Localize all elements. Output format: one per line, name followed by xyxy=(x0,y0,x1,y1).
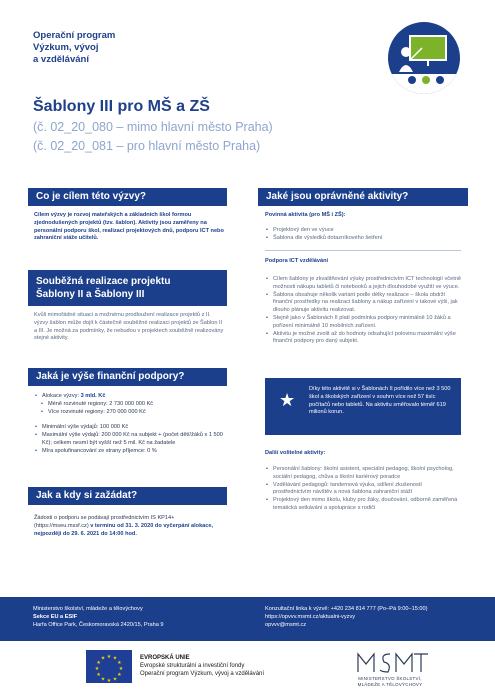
allocation-label: Alokace výzvy: xyxy=(42,393,81,399)
allocation-item xyxy=(34,393,226,401)
eligible-heading: Jaké jsou oprávněné aktivity? xyxy=(258,188,468,206)
msmt-logo xyxy=(350,648,430,690)
svg-text:★: ★ xyxy=(106,654,112,660)
list-item: • Projektový den ve výuce xyxy=(265,227,461,235)
program-line: Operační program xyxy=(33,30,116,41)
hotline: Konzultační linka k výzvě: +420 234 814 777 (Po–Pá 9:00–15:00) xyxy=(265,606,428,612)
list-item: • Šablona dle výsledků dotazníkového šetření xyxy=(265,235,461,243)
goal-heading: Co je cílem této výzvy? xyxy=(28,188,227,206)
email-link[interactable]: opvvv@msmt.cz xyxy=(265,621,307,628)
footer-address xyxy=(33,606,243,629)
other-label: Další volitelné aktivity: xyxy=(265,450,326,456)
finance-heading: Jaká je výše finanční podpory? xyxy=(28,368,227,386)
svg-text:★: ★ xyxy=(118,666,124,672)
program-line: Výzkum, vývoj xyxy=(33,42,99,53)
apply-deadline: v termínu od 31. 3. 2020 do vyčerpání alokace, nejpozději do 29. 6. 2021 do 14:00 hod. xyxy=(34,522,214,537)
mandatory-list xyxy=(265,227,461,243)
call-number-prague: (č. 02_20_081 – pro hlavní město Praha) xyxy=(33,139,261,153)
page-title: Šablony III pro MŠ a ZŠ xyxy=(33,98,210,115)
svg-text:★: ★ xyxy=(94,666,100,672)
star-icon: ★ xyxy=(279,390,296,410)
allocation-value: 3 mld. Kč xyxy=(80,393,106,399)
finance-item: • Minimální výše výdajů: 100 000 Kč xyxy=(34,424,226,432)
apply-text-plain: Žádosti o podporu se podávají prostřednictvím IS KP14+ (https://mseu.mssf.cz) xyxy=(34,515,175,529)
ict-label: Podpora ICT vzdělávání xyxy=(265,258,329,264)
svg-text:★: ★ xyxy=(112,676,118,683)
teacher-board-icon xyxy=(388,22,460,94)
msmt-monogram-icon xyxy=(350,648,430,676)
mandatory-label: Povinná aktivita (pro MŠ i ZŠ): xyxy=(265,212,346,218)
highlight-text: Díky této aktivitě si v Šablonách II pořídilo více než 3 500 škol a školských zařízení v souhrn více než 57 tisíc počítačů nebo tabletů. Na aktivitu směřovalo téměř 619 milionů korun. xyxy=(309,386,451,416)
region-item: • Méně rozvinuté regiony: 2 730 000 000 Kč xyxy=(34,401,226,409)
svg-text:★: ★ xyxy=(100,655,106,662)
ict-highlight-box xyxy=(265,378,461,435)
eu-funds: Evropské strukturální a investiční fondy xyxy=(140,663,245,669)
concurrent-heading-line: Souběžná realizace projektu xyxy=(36,276,171,287)
region-item: • Více rozvinuté regiony: 270 000 000 Kč xyxy=(34,409,226,417)
msmt-name xyxy=(350,676,430,687)
apply-heading: Jak a kdy si zažádat? xyxy=(28,487,227,505)
other-list xyxy=(265,466,461,513)
svg-text:★: ★ xyxy=(117,672,122,678)
header xyxy=(0,0,495,175)
call-number-outside-prague: (č. 02_20_080 – mimo hlavní město Praha) xyxy=(33,120,273,134)
concurrent-text: Kvůli mimořádné situaci a možnému prodloužení realizace projektů z II. výzvy šablon může dojít k částečně souběžné realizaci projektů ze Šablon II a III. Je možná za podmínky, že nebudou v projektech souběžně realizovány stejné aktivity. xyxy=(34,312,224,342)
concurrent-heading xyxy=(28,270,227,306)
finance-details xyxy=(34,393,226,456)
ministry-name: Ministerstvo školství, mládeže a tělovýchovy xyxy=(33,606,143,612)
msmt-name-line: MLÁDEŽE A TĚLOVÝCHOVY xyxy=(357,681,423,687)
finance-item: • Míra spolufinancování ze strany příjemce: 0 % xyxy=(34,448,226,456)
address: Harfa Office Park, Českomoravská 2420/15, Praha 9 xyxy=(33,621,164,628)
web-link[interactable]: https://opvvv.msmt.cz/aktualni-vyzvy xyxy=(265,613,356,620)
section-name: Sekce EU a ESIF xyxy=(33,613,78,620)
svg-text:★: ★ xyxy=(96,660,101,666)
list-item: • Projektový den mimo školu, kluby pro žáky, doučování, odborně zaměřená tematická setkávání a spolupráce s rodiči xyxy=(265,497,461,513)
svg-text:★: ★ xyxy=(112,655,118,662)
svg-text:★: ★ xyxy=(106,678,112,683)
program-line: a vzdělávání xyxy=(33,54,89,65)
goal-text: Cílem výzvy je rozvoj mateřských a základních škol formou zjednodušených projektů (tzv. šablon). Aktivity jsou zaměřeny na personální podporu škol, realizaci projektových dnů, podporu ICT nebo zahraniční stáže učitelů. xyxy=(34,212,224,242)
eu-name: EVROPSKÁ UNIE xyxy=(140,655,190,661)
list-item: • Cílem šablony je zkvalitňování výuky prostřednictvím ICT technologií včetně možnosti nákupu tabletů či notebooků a jejich dlouhodobé využití ve výuce. xyxy=(265,276,461,292)
list-item: • Vzdělávání pedagogů: tandemová výuka, sdílení zkušeností prostřednictvím návštěv a nová šablona zahraniční stáží xyxy=(265,482,461,498)
list-item: • Šablona obsahuje několik variant podle délky realizace – škola obdrží finanční prostředky na realizaci šablony a nákup zařízení v takové výši, jak dlouho plánuje aktivitu realizovat. xyxy=(265,292,461,315)
list-item: • Aktivitu je možné zvolit až do hodnoty odsahující polovinu maximální výše finanční podpory pro daný subjekt. xyxy=(265,331,461,347)
program-name xyxy=(33,30,163,66)
svg-text:★: ★ xyxy=(96,672,101,678)
msmt-name-line: MINISTERSTVO ŠKOLSTVÍ, xyxy=(358,676,422,681)
ict-list xyxy=(265,276,461,346)
divider xyxy=(265,250,461,251)
eu-flag-icon xyxy=(86,650,132,683)
list-item: • Personální šablony: školní asistent, speciální pedagog, školní psycholog, sociální pedagog, chůva a školní kariérový poradce xyxy=(265,466,461,482)
footer-contact xyxy=(265,606,480,629)
svg-text:★: ★ xyxy=(117,660,122,666)
eu-program: Operační program Výzkum, vývoj a vzdělávání xyxy=(140,671,265,677)
eu-text xyxy=(140,654,264,678)
concurrent-heading-line: Šablony II a Šablony III xyxy=(36,289,145,300)
footer xyxy=(0,597,495,641)
list-item: • Stejně jako v Šablonách II platí podmínka podpory minimálně 10 žáků a pořízení minimálně 10 mobilních zařízení. xyxy=(265,315,461,331)
svg-text:★: ★ xyxy=(100,676,106,683)
apply-text xyxy=(34,515,226,538)
finance-item: • Maximální výše výdajů: 200 000 Kč na subjekt + (počet dětí/žáků x 1 500 Kč); celkem nesmí být vyšší než 5 mil. Kč na žadatele xyxy=(34,432,226,448)
